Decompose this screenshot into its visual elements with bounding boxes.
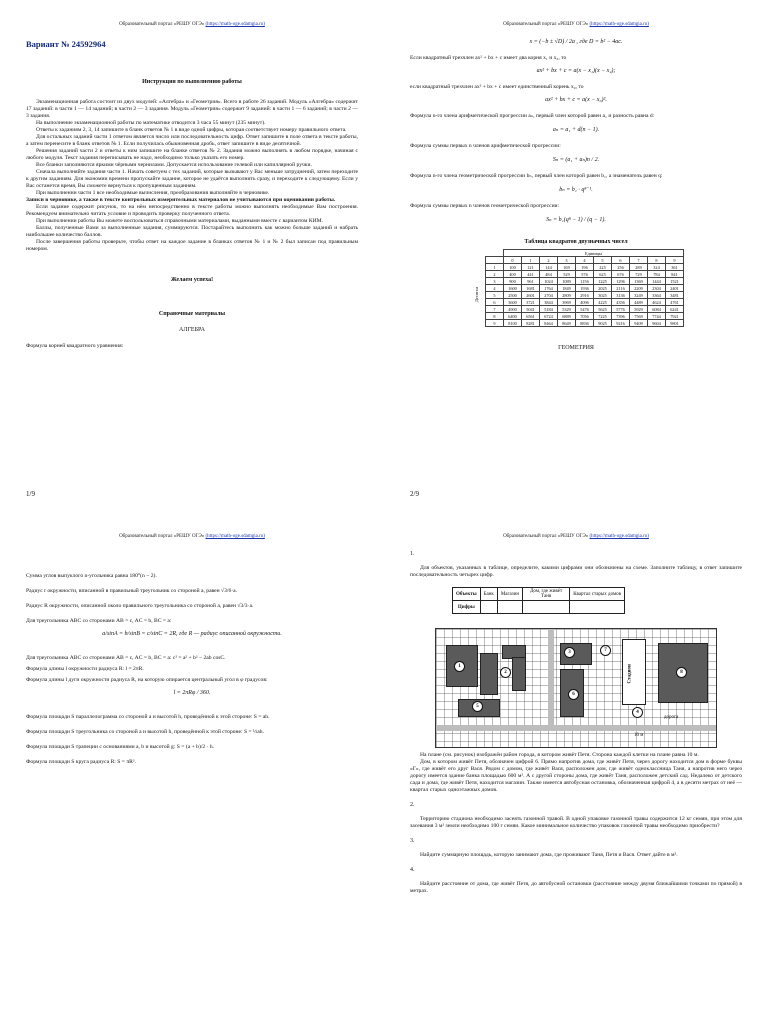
paragraph: Баллы, полученные Вами за выполненные задания, суммируются. Постарайтесь выполнить как можно больше заданий и набрать наибольшее количество баллов.: [26, 225, 358, 238]
paragraph: Все бланки заполняются яркими чёрными чернилами. Допускается использование гелевой или капиллярной ручки.: [36, 162, 312, 168]
tens-digit: 7: [486, 306, 504, 313]
page-1: [0, 0, 384, 512]
district-map: [435, 628, 717, 748]
table-header-cell: Квартал старых домов: [570, 588, 625, 601]
square-cell: 2401: [666, 285, 684, 292]
square-cell: 5041: [522, 306, 540, 313]
square-cell: 7056: [576, 313, 594, 320]
geometry-line: Для треугольника ABC со сторонами AB = c, AC = b, BC = a: c² = a² + b² − 2ab cosC.: [26, 655, 226, 661]
tens-digit: 8: [486, 313, 504, 320]
table-row: [468, 306, 684, 313]
unit-digit-header: 6: [612, 257, 630, 264]
stadium: [622, 639, 646, 705]
square-cell: 8100: [504, 320, 522, 327]
paragraph: Сначала выполняйте задания части 1. Начать советуем с тех заданий, которые вызывают у Вас меньше затруднений, затем переходите к другим заданиям. Для экономии времени пропускайте задание, которое не удаётся выполнить сразу, и переходите к следующему. Если у Вас останется время, Вы сможете вернуться к пропущенным заданиям.: [26, 169, 358, 189]
square-cell: 5776: [612, 306, 630, 313]
square-cell: 3600: [504, 299, 522, 306]
square-cell: 676: [612, 271, 630, 278]
square-cell: 2809: [558, 292, 576, 299]
square-cell: 6724: [540, 313, 558, 320]
square-cell: 1849: [558, 285, 576, 292]
square-cell: 7225: [594, 313, 612, 320]
geometry-line: Сумма углов выпуклого n-угольника равна 180°(n − 2).: [26, 573, 157, 579]
map-marker: 2: [500, 667, 511, 678]
paragraph: При выполнении части 1 все необходимые вычисления, преобразования выполняйте в черновике.: [36, 190, 270, 196]
paragraph: На выполнение экзаменационной работы по математике отводится 3 часа 55 минут (235 минут).: [36, 120, 266, 126]
page-number: 2/9: [410, 490, 419, 498]
header-link[interactable]: (https://math-oge.sdamgia.ru): [205, 22, 265, 27]
header-text: Образовательный портал «РЕШУ ОГЭ»: [503, 22, 589, 27]
square-cell: 4225: [594, 299, 612, 306]
formula-one-root: ax² + bx + c = a(x − x₀)².: [545, 97, 607, 103]
reference-title: Справочные материалы: [158, 311, 226, 317]
square-cell: 484: [540, 271, 558, 278]
squares-table-title: Таблица квадратов двузначных чисел: [524, 239, 628, 245]
instructions-title: Инструкция по выполнению работы: [142, 79, 242, 85]
page-header: [26, 22, 358, 27]
square-cell: 441: [522, 271, 540, 278]
table-header-cell: Банк: [480, 588, 497, 601]
question-number: 3.: [410, 838, 415, 844]
square-cell: 8281: [522, 320, 540, 327]
square-cell: 6561: [522, 313, 540, 320]
square-cell: 1521: [666, 278, 684, 285]
square-cell: 8649: [558, 320, 576, 327]
square-cell: 3969: [558, 299, 576, 306]
square-cell: 2500: [504, 292, 522, 299]
square-cell: 900: [504, 278, 522, 285]
road-label: дорога: [664, 715, 679, 720]
unit-digit-header: 7: [630, 257, 648, 264]
geometry-heading: ГЕОМЕТРИЯ: [558, 345, 594, 351]
header-text: Образовательный портал «РЕШУ ОГЭ»: [119, 22, 205, 27]
square-cell: 529: [558, 271, 576, 278]
geometry-line: Формула площади S треугольника со стороной a и высотой h, проведённой к этой стороне: S = ½ah.: [26, 729, 264, 735]
page-4: [384, 512, 768, 1024]
square-cell: 841: [666, 271, 684, 278]
paragraph: При выполнении работы Вы можете воспользоваться справочными материалами, выданными вместе с вариантом КИМ.: [36, 218, 323, 224]
geometry-line: Формула длины l дуги окружности радиуса R, на которую опирается центральный угол в φ градусов:: [26, 677, 268, 683]
question-text: Найдите суммарную площадь, которую занимают дома, где проживают Таня, Петя и Вася. Ответ дайте в м².: [420, 852, 678, 858]
objects-table: [452, 587, 625, 614]
geometry-line: Формула площади S трапеции с основаниями a, b и высотой g: S = (a + b)/2 · h.: [26, 744, 215, 750]
square-cell: 9025: [594, 320, 612, 327]
question-text: Найдите расстояние от дома, где живёт Петя, до автобусной остановки (расстояние между двумя ближайшими точками по прямой) в метрах.: [410, 881, 742, 894]
tens-digit: 6: [486, 299, 504, 306]
square-cell: 4900: [504, 306, 522, 313]
table-row-label: Цифры: [453, 601, 481, 614]
page-header: [410, 22, 742, 27]
page-number: 1/9: [26, 490, 35, 498]
tens-digit: 4: [486, 285, 504, 292]
formula-geom-sum: Sₙ = b₁(qⁿ − 1) / (q − 1).: [546, 217, 606, 223]
square-cell: 1936: [576, 285, 594, 292]
square-cell: 6889: [558, 313, 576, 320]
tens-digit: 5: [486, 292, 504, 299]
square-cell: 1600: [504, 285, 522, 292]
square-cell: 1225: [594, 278, 612, 285]
square-cell: 3364: [648, 292, 666, 299]
square-cell: 1296: [612, 278, 630, 285]
text-line: Формула суммы первых n членов геометрической прогрессии:: [410, 203, 560, 209]
square-cell: 4096: [576, 299, 594, 306]
square-cell: 1156: [576, 278, 594, 285]
map-marker: 3: [564, 647, 575, 658]
roots-formula-label: Формула корней квадратного уравнения:: [26, 343, 124, 349]
stadium-label: Стадион: [627, 664, 633, 684]
algebra-heading: АЛГЕБРА: [179, 327, 205, 333]
question-number: 4.: [410, 867, 415, 873]
unit-digit-header: 0: [504, 257, 522, 264]
square-cell: 7744: [648, 313, 666, 320]
answer-cell[interactable]: [570, 601, 625, 614]
formula-arc: l = 2πRφ / 360.: [173, 690, 211, 696]
square-cell: 784: [648, 271, 666, 278]
house-block: [512, 657, 526, 691]
square-cell: 324: [648, 264, 666, 271]
paragraph: После завершения работы проверьте, чтобы ответ на каждое задание в бланках ответов № 1 и № 2 был записан под правильным номером.: [26, 239, 358, 252]
corner-cell: [486, 250, 504, 257]
square-cell: 6241: [666, 306, 684, 313]
scale-label: 10 м: [634, 733, 644, 738]
question-story: На плане (см. рисунок) изображён район города, в котором живёт Петя. Сторона каждой клетки на плане равна 10 м.: [420, 752, 699, 758]
square-cell: 3136: [612, 292, 630, 299]
paragraph: Если задание содержит рисунок, то на нём непосредственно в тексте работы можно выполнять необходимые Вам построения. Рекомендуем внимательно читать условие и проводить проверку полученного ответа.: [26, 204, 358, 217]
square-cell: 100: [504, 264, 522, 271]
variant-title: Вариант № 24592964: [26, 39, 106, 49]
tens-digit: 3: [486, 278, 504, 285]
page-header: [26, 534, 358, 539]
text-line: Формула n-го члена арифметической прогрессии aₙ, первый член которой равен a₁ и разность равна d:: [410, 113, 655, 119]
house-block: [480, 653, 498, 695]
square-cell: 9409: [630, 320, 648, 327]
table-row: [468, 271, 684, 278]
square-cell: 5476: [576, 306, 594, 313]
paragraph: Экзаменационная работа состоит из двух модулей: «Алгебра» и «Геометрия». Всего в работе 26 заданий. Модуль «Алгебра» содержит 17 заданий: в части 1 — 14 заданий; в части 2 — 3 задания. Модуль «Геометрия» содержит 9 заданий: в части 1 — 6 заданий; в части 2 — 3 задания.: [26, 99, 358, 119]
corner-cell: [468, 250, 486, 257]
corner-cell: [486, 257, 504, 264]
table-row: [468, 313, 684, 320]
text-line: Формула суммы первых n членов арифметической прогрессии:: [410, 143, 561, 149]
answer-cell[interactable]: [497, 601, 522, 614]
square-cell: 1369: [630, 278, 648, 285]
square-cell: 8464: [540, 320, 558, 327]
square-cell: 2304: [648, 285, 666, 292]
unit-digit-header: 3: [558, 257, 576, 264]
road: [436, 725, 716, 731]
formula-sines: a/sinA = b/sinB = c/sinC = 2R, где R — радиус описанной окружности.: [102, 631, 282, 637]
formula-two-roots: ax² + bx + c = a(x − x₁)(x − x₂);: [536, 68, 616, 74]
header-link[interactable]: (https://math-oge.sdamgia.ru): [205, 534, 265, 539]
square-cell: 3721: [522, 299, 540, 306]
square-cell: 5929: [630, 306, 648, 313]
geometry-line: Формула площади S круга радиуса R: S = πR².: [26, 759, 136, 765]
unit-digit-header: 2: [540, 257, 558, 264]
square-cell: 4356: [612, 299, 630, 306]
square-cell: 2916: [576, 292, 594, 299]
square-cell: 121: [522, 264, 540, 271]
map-marker: 6: [568, 689, 579, 700]
table-row: [468, 299, 684, 306]
square-cell: 361: [666, 264, 684, 271]
page-3: [0, 512, 384, 1024]
text-line: Если квадратный трехчлен ax² + bx + c имеет два корня x₁ и x₂, то: [410, 55, 567, 61]
question-story: Дом, в котором живёт Петя, обозначен цифрой 6. Прямо напротив дома, где живёт Петя, через дорогу находится дом в форме буквы «Г», где живёт его друг Вася. Рядом с домом, где живёт Вася, расположен дом, где живёт одноклассница Таня, а напротив него через дорогу имеется здание банка площадью 600 м². А с другой стороны дома, где живёт Таня, расположен детский сад. Недалеко от детского сада и дома, где живёт Петя, находится магазин. Также имеется автобусная остановка, обозначенная цифрой 4, а в десяти метрах от неё — квартал старых одноэтажных домов.: [410, 759, 742, 793]
table-row: [468, 278, 684, 285]
tens-digit: 2: [486, 271, 504, 278]
answer-cell[interactable]: [523, 601, 570, 614]
squares-table: [468, 249, 684, 327]
wish-text: Желаем успеха!: [170, 277, 214, 283]
formula-geom: bₙ = b₁ · qⁿ⁻¹.: [559, 187, 593, 193]
square-cell: 9604: [648, 320, 666, 327]
page-header: [410, 534, 742, 539]
table-row: [468, 292, 684, 299]
square-cell: 4489: [630, 299, 648, 306]
square-cell: 4761: [666, 299, 684, 306]
geometry-line: Радиус r окружности, вписанной в правильный треугольник со стороной a, равен √3/6·a.: [26, 588, 237, 594]
square-cell: 576: [576, 271, 594, 278]
tens-digit: 9: [486, 320, 504, 327]
table-row: [468, 264, 684, 271]
header-link[interactable]: (https://math-oge.sdamgia.ru): [589, 534, 649, 539]
square-cell: 2704: [540, 292, 558, 299]
map-marker: 7: [600, 645, 611, 656]
unit-digit-header: 1: [522, 257, 540, 264]
square-cell: 196: [576, 264, 594, 271]
square-cell: 5625: [594, 306, 612, 313]
square-cell: 144: [540, 264, 558, 271]
square-cell: 400: [504, 271, 522, 278]
square-cell: 1089: [558, 278, 576, 285]
geometry-line: Радиус R окружности, описанной около правильного треугольника со стороной a, равен √3/3·a.: [26, 603, 254, 609]
table-header-cell: Объекты: [453, 588, 481, 601]
square-cell: 6084: [648, 306, 666, 313]
square-cell: 7569: [630, 313, 648, 320]
formula-roots: x = (−b ± √D) / 2a , где D = b² − 4ac.: [529, 39, 623, 45]
question-text: Территорию стадиона необходимо засеять газонной травой. В одной упаковке газонной травы содержится 12 кг семян, при этом для засевания 3 м² земли необходимо 100 г семян. Какое минимальное количество упаковок газонной травы необходимо приобрести?: [410, 816, 742, 829]
square-cell: 2116: [612, 285, 630, 292]
square-cell: 729: [630, 271, 648, 278]
square-cell: 5329: [558, 306, 576, 313]
square-cell: 9216: [612, 320, 630, 327]
text-line: если квадратный трехчлен ax² + bx + c имеет единственный корень x₀, то: [410, 84, 584, 90]
square-cell: 2601: [522, 292, 540, 299]
map-marker: 8: [676, 667, 687, 678]
geometry-line: Формула длины l окружности радиуса R: l = 2πR.: [26, 666, 144, 672]
square-cell: 3844: [540, 299, 558, 306]
square-cell: 3481: [666, 292, 684, 299]
answer-cell[interactable]: [480, 601, 497, 614]
square-cell: 1681: [522, 285, 540, 292]
map-marker: 1: [454, 661, 465, 672]
table-row: [468, 320, 684, 327]
map-marker: 5: [472, 701, 483, 712]
question-number: 1.: [410, 551, 415, 557]
paragraph: Для остальных заданий части 1 ответом является число или последовательность цифр. Ответ запишите в поле ответа в тексте работы, а затем перенесите в бланк ответов № 1. Если получилась обыкновенная дробь, ответ запишите в виде десятичной.: [26, 134, 358, 147]
square-cell: 225: [594, 264, 612, 271]
page-2: [384, 0, 768, 512]
tens-digit: 1: [486, 264, 504, 271]
square-cell: 5184: [540, 306, 558, 313]
tens-label-text: Десятки: [474, 286, 479, 303]
square-cell: 1024: [540, 278, 558, 285]
unit-digit-header: 9: [666, 257, 684, 264]
units-label: Единицы: [504, 250, 684, 257]
unit-digit-header: 5: [594, 257, 612, 264]
square-cell: 1444: [648, 278, 666, 285]
square-cell: 8836: [576, 320, 594, 327]
table-header-cell: Дом, где живёт Таня: [523, 588, 570, 601]
square-cell: 3025: [594, 292, 612, 299]
formula-arith: aₙ = a₁ + d(n − 1).: [552, 127, 600, 133]
geometry-line: Формула площади S параллелограмма со стороной a и высотой h, проведённой к этой стороне: S = ah.: [26, 714, 270, 720]
header-text: Образовательный портал «РЕШУ ОГЭ»: [119, 534, 205, 539]
table-row: [468, 285, 684, 292]
paragraph: Ответы к заданиям 2, 3, 14 запишите в бланк ответов № 1 в виде одной цифры, которая соответствует номеру правильного ответа.: [36, 127, 347, 133]
square-cell: 1764: [540, 285, 558, 292]
square-cell: 9801: [666, 320, 684, 327]
square-cell: 3249: [630, 292, 648, 299]
square-cell: 6400: [504, 313, 522, 320]
square-cell: 4624: [648, 299, 666, 306]
square-cell: 256: [612, 264, 630, 271]
question-text: Для объектов, указанных в таблице, определите, какими цифрами они обозначены на схеме. Заполните таблицу, в ответ запишите последовательность четырех цифр.: [410, 565, 742, 578]
road: [548, 629, 554, 725]
square-cell: 289: [630, 264, 648, 271]
tens-label: [468, 264, 486, 327]
geometry-line: Для треугольника ABC со сторонами AB = c, AC = b, BC = a:: [26, 618, 172, 624]
table-header-cell: Магазин: [497, 588, 522, 601]
unit-digit-header: 8: [648, 257, 666, 264]
square-cell: 7921: [666, 313, 684, 320]
square-cell: 169: [558, 264, 576, 271]
square-cell: 2025: [594, 285, 612, 292]
square-cell: 2209: [630, 285, 648, 292]
bold-paragraph: Записи в черновике, а также в тексте контрольных измерительных материалов не учитываются при оценивании работы.: [26, 197, 336, 203]
unit-digit-header: 4: [576, 257, 594, 264]
header-link[interactable]: (https://math-oge.sdamgia.ru): [589, 22, 649, 27]
header-text: Образовательный портал «РЕШУ ОГЭ»: [503, 534, 589, 539]
text-line: Формула n-го члена геометрической прогрессии bₙ, первый член которой равен b₁, а знаменатель равен q:: [410, 173, 663, 179]
question-number: 2.: [410, 802, 415, 808]
formula-arith-sum: Sₙ = (a₁ + aₙ)n / 2.: [552, 157, 600, 163]
square-cell: 7396: [612, 313, 630, 320]
square-cell: 625: [594, 271, 612, 278]
paragraph: Решения заданий части 2 и ответы к ним запишите на бланке ответов № 2. Задания можно выполнять в любом порядке, начиная с любого модуля. Текст задания переписывать не надо, необходимо только указать его номер.: [26, 148, 358, 161]
square-cell: 961: [522, 278, 540, 285]
map-marker: 4: [632, 707, 643, 718]
corner-cell: [468, 257, 486, 264]
